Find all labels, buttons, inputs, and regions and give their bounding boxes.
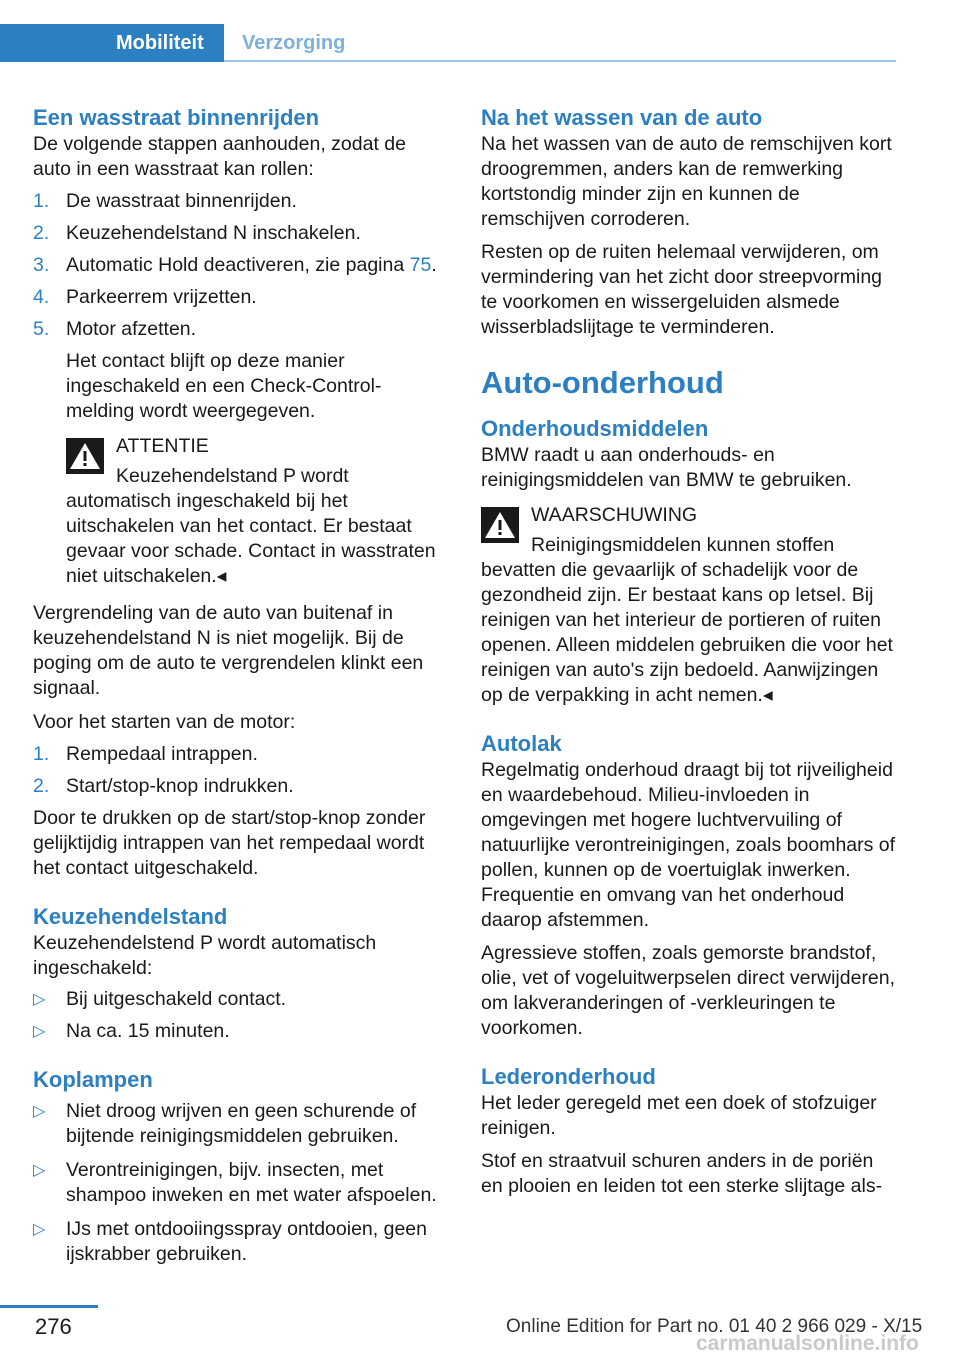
step-text: Motor afzetten.: [66, 318, 197, 340]
list-item-text: Bij uitgeschakeld contact.: [66, 988, 287, 1010]
warning-box-attentie: [66, 434, 447, 589]
lock-paragraph: Vergrendeling van de auto van buitenaf in keuzehendelstand N is niet mogelijk. Bij de poging om de auto te vergrendelen klinkt een signaal.: [33, 602, 424, 699]
list-item: [33, 317, 447, 342]
step-number: 2.: [33, 222, 50, 244]
right-column: [481, 104, 897, 1199]
bullet-triangle-icon: ▷: [33, 1162, 46, 1179]
koplampen-list: [33, 1099, 447, 1267]
edition-label: Online Edition for Part no. 01 40 2 966 029 - X/15: [506, 1316, 923, 1337]
list-item: [33, 285, 447, 310]
list-item: [33, 987, 447, 1012]
step-text-with-ref: [66, 253, 447, 278]
na-wassen-paragraph-2: Resten op de ruiten helemaal verwijderen, om vermindering van het zicht door streepvorming te voorkomen en wissergeluiden alsmede wisserbladslijtage te verminderen.: [481, 241, 883, 338]
page-reference-link[interactable]: 75: [409, 254, 432, 276]
autolak-paragraph-2: Agressieve stoffen, zoals gemorste brandstof, olie, vet of vogeluitwerpselen direct verwijderen, om lakveranderingen of -verkleuringen te voorkomen.: [481, 942, 896, 1039]
section-title-autolak: Autolak: [481, 731, 562, 756]
warning-box-waarschuwing: [481, 503, 897, 708]
step-text-end: .: [431, 254, 437, 276]
section-title-onderhoudsmiddelen: Onderhoudsmiddelen: [481, 416, 709, 441]
list-item: [33, 774, 447, 799]
tab-verzorging[interactable]: Verzorging: [242, 32, 346, 54]
step-text: Keuzehendelstand N inschakelen.: [66, 222, 361, 244]
step-number: 4.: [33, 286, 50, 308]
section-title-na-wassen: Na het wassen van de auto: [481, 105, 763, 130]
wasstraat-steps: [33, 189, 447, 589]
step-number: 2.: [33, 775, 50, 797]
list-item: [33, 253, 447, 278]
left-column: [33, 104, 447, 1267]
step5-extra: Het contact blijft op deze manier ingeschakeld en een Check-Control-melding wordt weergegeven.: [66, 350, 382, 422]
list-item: [33, 742, 447, 767]
section-title-wasstraat: Een wasstraat binnenrijden: [33, 105, 320, 130]
onderhoudsmiddelen-paragraph: BMW raadt u aan onderhouds- en reinigingsmiddelen van BMW te gebruiken.: [481, 444, 852, 491]
page-number: 276: [35, 1314, 72, 1339]
list-item: [33, 189, 447, 214]
bullet-triangle-icon: ▷: [33, 1221, 46, 1238]
step-text: Parkeerrem vrijzetten.: [66, 286, 257, 308]
start-steps: [33, 742, 447, 799]
list-item: [33, 1158, 447, 1208]
warning-text: Reinigingsmiddelen kunnen stoffen bevatten die gevaarlijk of schadelijk voor de gezondheid zijn. Er bestaat kans op letsel. Bij reinigen van het interieur de portieren of ruiten openen. Alleen middelen gebruiken die voor het reinigen van auto's zijn bedoeld. Aanwijzingen op de verpakking in acht nemen.◂: [481, 534, 893, 706]
list-item-text: Niet droog wrijven en geen schurende of bijtende reinigingsmiddelen gebruiken.: [66, 1100, 417, 1147]
warning-heading: ATTENTIE: [116, 435, 209, 457]
list-item-text: IJs met ontdooiingsspray ontdooien, geen ijskrabber gebruiken.: [66, 1218, 427, 1265]
step-text: Start/stop-knop indrukken.: [66, 775, 294, 797]
warning-triangle-icon: [66, 438, 104, 474]
lederonderhoud-paragraph-2: Stof en straatvuil schuren anders in de poriën en plooien en leiden tot een sterke slijtage als-: [481, 1150, 883, 1197]
wasstraat-intro: De volgende stappen aanhouden, zodat de auto in een wasstraat kan rollen:: [33, 133, 406, 180]
list-item: [33, 1019, 447, 1044]
warning-triangle-icon: [481, 507, 519, 543]
step-number: 1.: [33, 190, 50, 212]
step-text: Rempedaal intrappen.: [66, 743, 258, 765]
keuzehendel-intro: Keuzehendelstend P wordt automatisch ingeschakeld:: [33, 932, 377, 979]
list-item-text: Verontreinigingen, bijv. insecten, met shampoo inweken en met water afspoelen.: [66, 1159, 437, 1206]
start-paragraph: Voor het starten van de motor:: [33, 711, 296, 733]
footer-rule: [0, 1305, 98, 1308]
bullet-triangle-icon: ▷: [33, 1023, 46, 1040]
step-text: De wasstraat binnenrijden.: [66, 190, 297, 212]
warning-heading: WAARSCHUWING: [531, 504, 698, 526]
keuzehendel-list: [33, 987, 447, 1044]
list-item: [33, 221, 447, 246]
list-item-text: Na ca. 15 minuten.: [66, 1020, 230, 1042]
list-item: [33, 1217, 447, 1267]
watermark: carmanualsonline.info: [696, 1332, 919, 1355]
section-title-koplampen: Koplampen: [33, 1067, 153, 1092]
step-number: 3.: [33, 254, 50, 276]
step-number: 5.: [33, 318, 50, 340]
lederonderhoud-paragraph-1: Het leder geregeld met een doek of stofzuiger reinigen.: [481, 1092, 877, 1139]
bullet-triangle-icon: ▷: [33, 991, 46, 1008]
header-rule: [224, 60, 896, 62]
press-paragraph: Door te drukken op de start/stop-knop zonder gelijktijdig intrappen van het rempedaal wordt het contact uitgeschakeld.: [33, 807, 426, 879]
autolak-paragraph-1: Regelmatig onderhoud draagt bij tot rijveiligheid en waardebehoud. Milieu-invloeden in omgevingen met hogere luchtvervuiling of natuurlijke verontreinigingen, zoals boomhars of pollen, kunnen op de voertuiglak inwerken. Frequentie en omvang van het onderhoud daarop afstemmen.: [481, 759, 896, 931]
step-text: Automatic Hold deactiveren, zie pagina: [66, 254, 410, 276]
tab-mobiliteit[interactable]: Mobiliteit: [0, 24, 224, 62]
list-item: [33, 1099, 447, 1149]
bullet-triangle-icon: ▷: [33, 1103, 46, 1120]
section-title-lederonderhoud: Lederonderhoud: [481, 1064, 656, 1089]
chapter-title-auto-onderhoud: Auto-onderhoud: [481, 365, 724, 400]
section-title-keuzehendelstand: Keuzehendelstand: [33, 904, 228, 929]
warning-text: Keuzehendelstand P wordt automatisch ingeschakeld bij het uitschakelen van het contact. Er bestaat gevaar voor schade. Contact in wasstraten niet uitschakelen.◂: [66, 465, 436, 587]
step-number: 1.: [33, 743, 50, 765]
na-wassen-paragraph-1: Na het wassen van de auto de remschijven kort droogremmen, anders kan de remwerking kortstondig minder zijn en kunnen de remschijven corroderen.: [481, 133, 892, 230]
chapter-tabs: [0, 24, 345, 62]
